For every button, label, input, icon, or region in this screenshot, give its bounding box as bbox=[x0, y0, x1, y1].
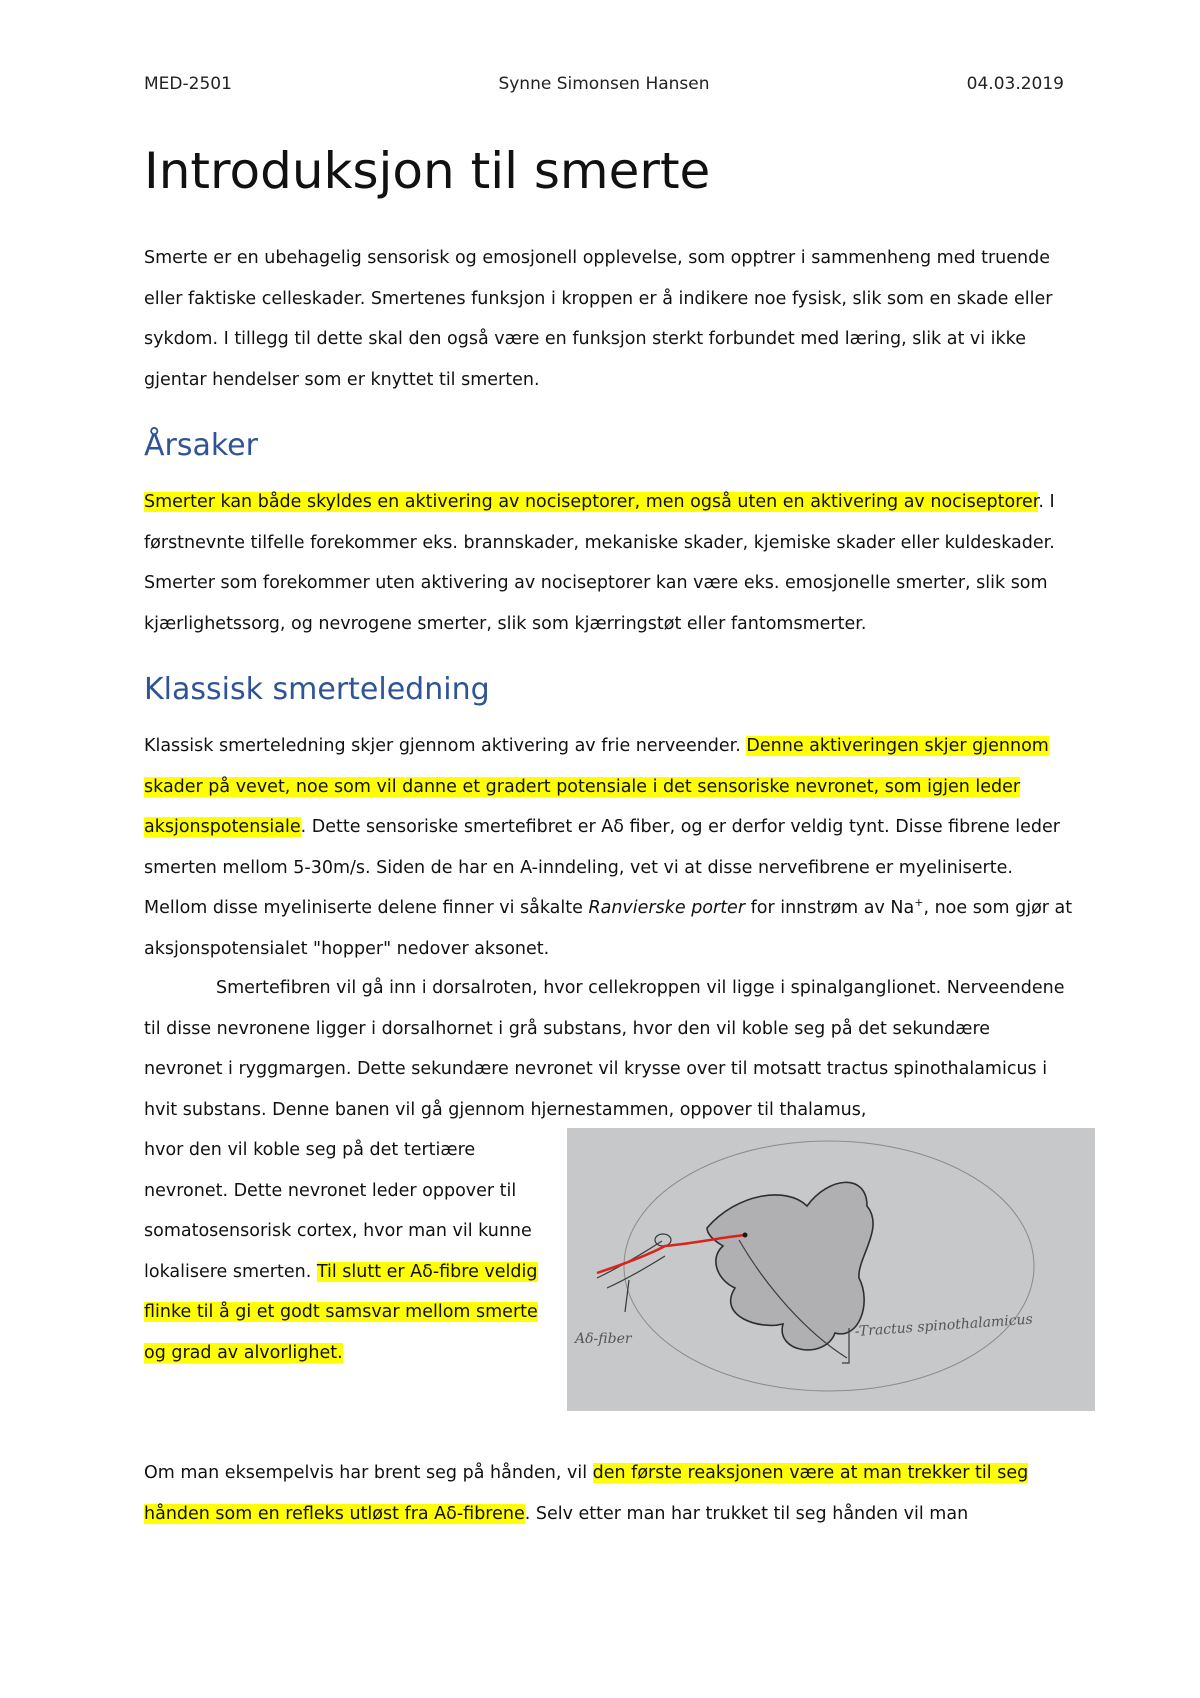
dorsal-root-lower bbox=[607, 1256, 665, 1288]
paragraph-text: for innstrøm av Na bbox=[745, 898, 915, 918]
paragraph-text: , noe som gjør at aksjonspotensialet "hopper" nedover aksonet. bbox=[144, 898, 1073, 959]
klassisk-paragraph-2 bbox=[144, 968, 1074, 1130]
klassisk-paragraph-1 bbox=[144, 726, 1074, 969]
page-header bbox=[144, 74, 1064, 94]
page-title: Introduksjon til smerte bbox=[144, 142, 711, 200]
highlighted-text: Til slutt er Aδ-fibre veldig flinke til å gi et godt samsvar mellom smerte og grad av alvorlighet. bbox=[144, 1261, 538, 1363]
tract-label: -Tractus spinothalamicus bbox=[854, 1311, 1034, 1340]
paragraph-text: Smertefibren vil gå inn i dorsalroten, hvor cellekroppen vil ligge i spinalganglionet. Nerveendene til disse nevronene ligger i dorsalhornet i grå substans, hvor den vil koble seg på det sekundære nevronet i ryggmargen. Dette sekundære nevronet vil krysse over til motsatt tractus spinothalamicus i hvit substans. Denne banen vil gå gjennom hjernestammen, oppover til thalamus, bbox=[144, 978, 1065, 1120]
arsaker-paragraph bbox=[144, 482, 1074, 644]
spinal-ganglion bbox=[655, 1234, 671, 1246]
paragraph-text: . I førstnevnte tilfelle forekommer eks. brannskader, mekaniske skader, kjemiske skader eller kuldeskader. Smerter som forekommer uten aktivering av nociseptorer kan være eks. emosjonelle smerter, slik som kjærlighetssorg, og nevrogene smerter, slik som kjærringstøt eller fantomsmerter. bbox=[144, 492, 1055, 634]
paragraph-text: . Selv etter man har trukket til seg hånden vil man bbox=[524, 1503, 969, 1524]
header-course: MED-2501 bbox=[144, 74, 232, 94]
fiber-pointer bbox=[625, 1280, 629, 1312]
superscript: + bbox=[914, 896, 924, 910]
drawing-svg bbox=[567, 1128, 1095, 1411]
italic-term: Ranvierske porter bbox=[588, 898, 746, 918]
spinal-cord-drawing bbox=[567, 1128, 1095, 1411]
paragraph-text: Klassisk smerteledning skjer gjennom aktivering av frie nerveender. bbox=[144, 736, 747, 756]
paragraph-text: . Dette sensoriske smertefibret er Aδ fiber, og er derfor veldig tynt. Disse fibrene leder smerten mellom 5-30m/s. Siden de har en A-inndeling, vet vi at disse nervefibrene er myeliniserte. Mellom disse myeliniserte delene finner vi såkalte bbox=[144, 817, 1060, 918]
grey-matter-shape bbox=[707, 1182, 873, 1350]
fiber-label: Aδ-fiber bbox=[575, 1331, 632, 1347]
synapse-dot bbox=[743, 1233, 748, 1238]
section-heading-klassisk: Klassisk smerteledning bbox=[144, 672, 490, 707]
paragraph-text: Om man eksempelvis har brent seg på hånden, vil bbox=[144, 1463, 593, 1483]
header-date: 04.03.2019 bbox=[966, 74, 1064, 94]
highlighted-text: Smerter kan både skyldes en aktivering av nociseptorer, men også uten en aktivering av nociseptorer bbox=[144, 492, 1039, 512]
highlighted-text: Denne aktiveringen skjer gjennom skader på vevet, noe som vil danne et gradert potensiale i det sensoriske nevronet, som igjen leder aksjonspotensiale bbox=[144, 736, 1049, 837]
section-heading-arsaker: Årsaker bbox=[144, 428, 258, 463]
dorsal-root-upper bbox=[597, 1241, 662, 1278]
header-author: Synne Simonsen Hansen bbox=[498, 74, 710, 94]
klassisk-paragraph-2-cont bbox=[144, 1130, 539, 1373]
paragraph-text: hvor den vil koble seg på det tertiære nevronet. Dette nevronet leder oppover til somatosensorisk cortex, hvor man vil kunne lokalisere smerten. bbox=[144, 1140, 532, 1282]
klassisk-paragraph-3 bbox=[144, 1453, 1074, 1534]
highlighted-text: den første reaksjonen være at man trekker til seg hånden som en refleks utløst fra Aδ-fibrene bbox=[144, 1463, 1029, 1524]
intro-paragraph: Smerte er en ubehagelig sensorisk og emosjonell opplevelse, som opptrer i sammenheng med truende eller faktiske celleskader. Smertenes funksjon i kroppen er å indikere noe fysisk, slik som en skade eller sykdom. I tillegg til dette skal den også være en funksjon sterkt forbundet med læring, slik at vi ikke gjentar hendelser som er knyttet til smerten. bbox=[144, 248, 1053, 390]
